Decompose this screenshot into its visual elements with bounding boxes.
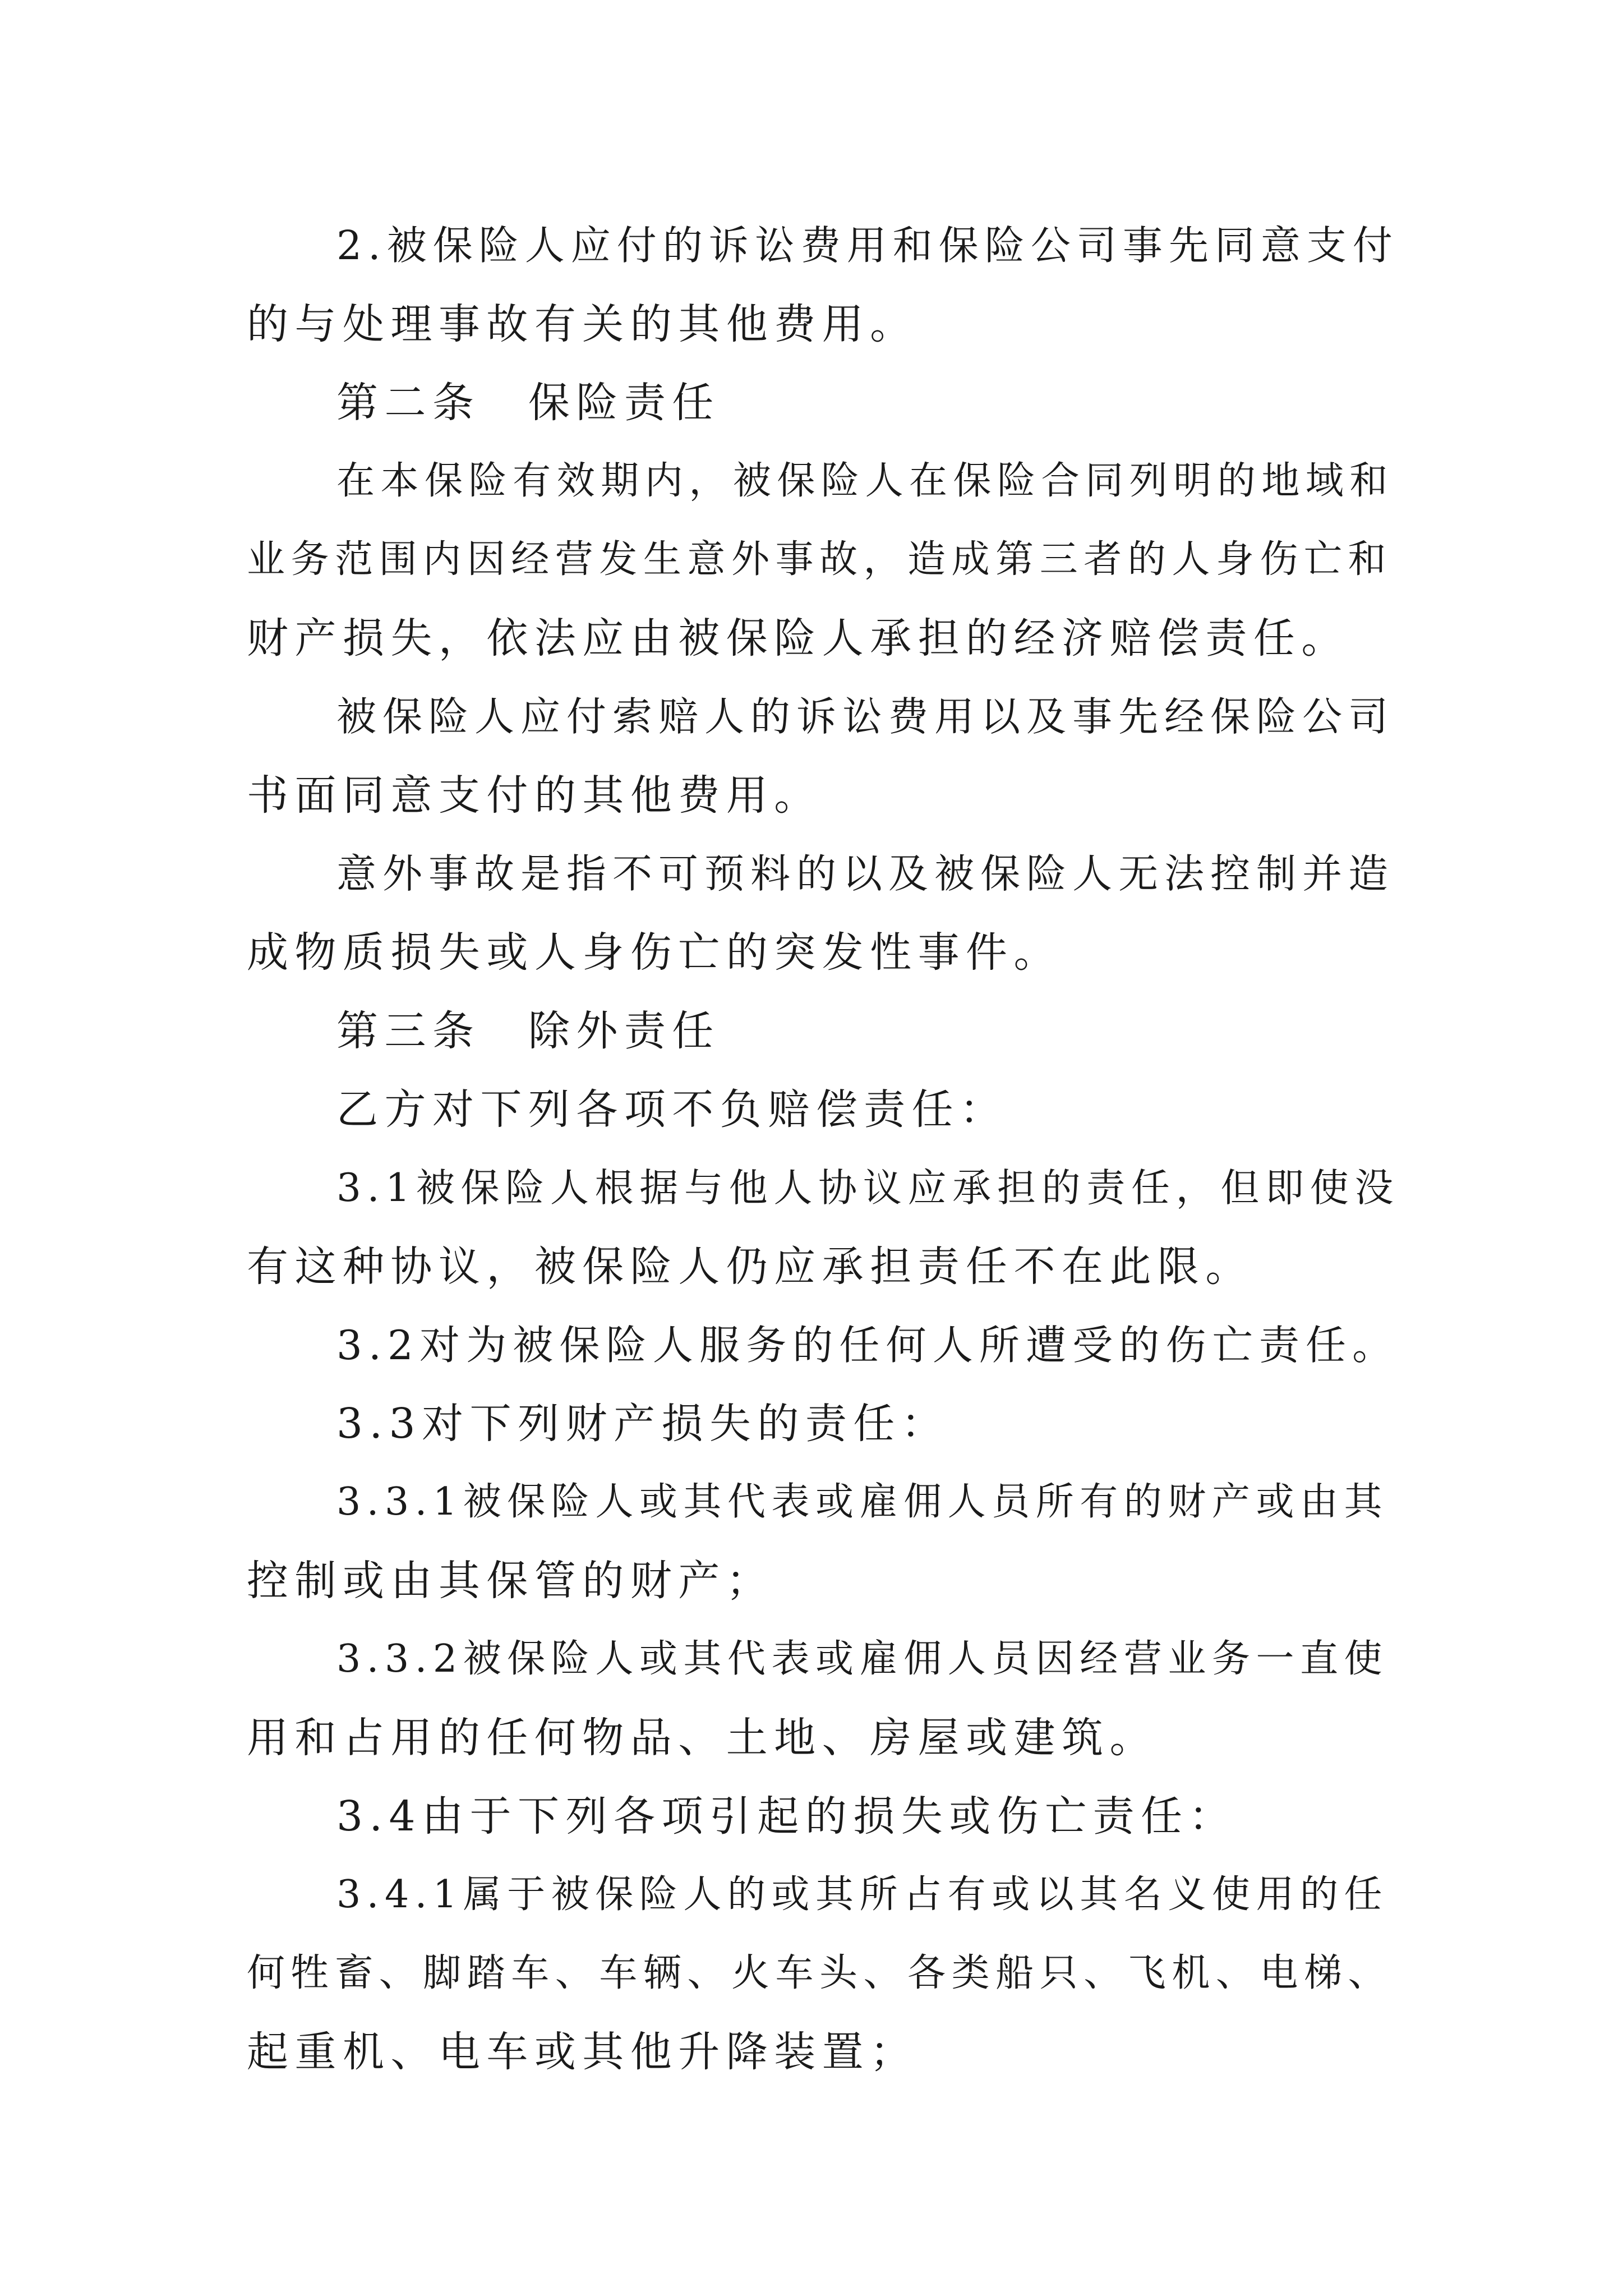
paragraph-line: 何牲畜、脚踏车、车辆、火车头、各类船只、飞机、电梯、 [247, 1951, 1393, 1995]
paragraph-line: 控制或由其保管的财产； [247, 1557, 774, 1605]
paragraph-line: 2.被保险人应付的诉讼费用和保险公司事先同意支付 [336, 222, 1399, 269]
paragraph-line: 3.3.2被保险人或其代表或雇佣人员因经营业务一直使 [336, 1637, 1389, 1681]
section-heading: 第三条 除外责任 [336, 1007, 720, 1055]
paragraph-line: 3.3对下列财产损失的责任： [336, 1400, 949, 1448]
paragraph-line: 财产损失，依法应由被保险人承担的经济赔偿责任。 [247, 614, 1349, 662]
paragraph-line: 3.3.1被保险人或其代表或雇佣人员所有的财产或由其 [336, 1480, 1389, 1524]
paragraph-line: 3.4.1属于被保险人的或其所占有或以其名义使用的任 [336, 1872, 1389, 1917]
paragraph-line: 的与处理事故有关的其他费用。 [247, 300, 918, 348]
paragraph-line: 意外事故是指不可预料的以及被保险人无法控制并造 [336, 850, 1395, 897]
paragraph-line: 3.1被保险人根据与他人协议应承担的责任，但即使没 [336, 1166, 1400, 1211]
paragraph-line: 3.4由于下列各项引起的损失或伤亡责任： [336, 1792, 1237, 1841]
paragraph-line: 业务范围内因经营发生意外事故，造成第三者的人身伤亡和 [247, 537, 1393, 582]
paragraph-line: 在本保险有效期内，被保险人在保险合同列明的地域和 [336, 459, 1394, 503]
paragraph-line: 有这种协议，被保险人仍应承担责任不在此限。 [247, 1243, 1253, 1291]
section-heading: 第二条 保险责任 [336, 379, 720, 427]
paragraph-line: 用和占用的任何物品、土地、房屋或建筑。 [247, 1714, 1158, 1762]
paragraph-line: 乙方对下列各项不负赔偿责任： [336, 1085, 1008, 1134]
paragraph-line: 3.2对为被保险人服务的任何人所遭受的伤亡责任。 [336, 1322, 1399, 1369]
paragraph-line: 书面同意支付的其他费用。 [247, 771, 822, 820]
paragraph-line: 被保险人应付索赔人的诉讼费用以及事先经保险公司 [336, 693, 1395, 740]
paragraph-line: 起重机、电车或其他升降装置； [247, 2028, 918, 2076]
paragraph-line: 成物质损失或人身伤亡的突发性事件。 [247, 928, 1062, 977]
